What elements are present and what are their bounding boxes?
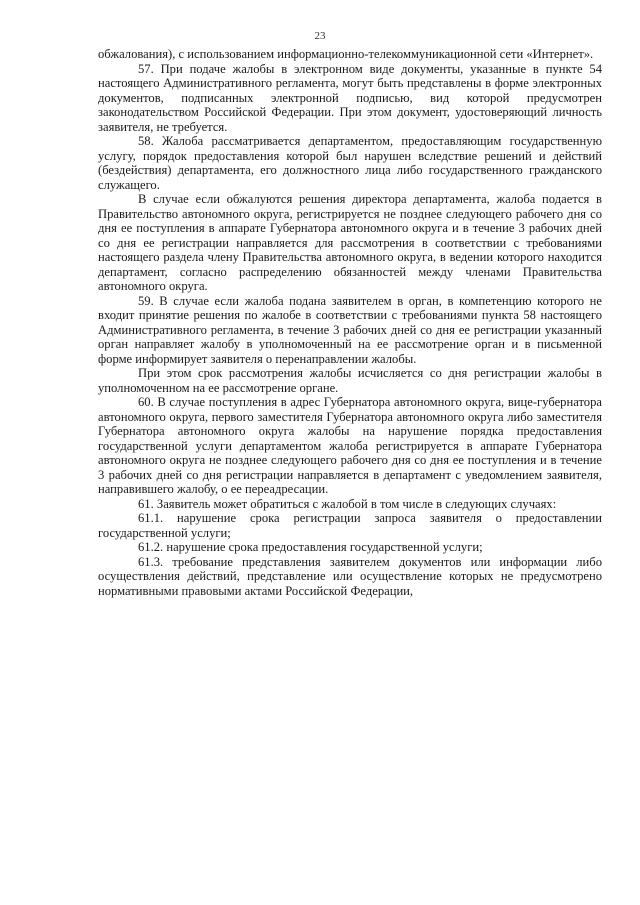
paragraph-59-term: При этом срок рассмотрения жалобы исчисляется со дня регистрации жалобы в уполномоченном на ее рассмотрение органе. bbox=[98, 366, 602, 395]
paragraph-continuation: обжалования), с использованием информационно-телекоммуникационной сети «Интернет». bbox=[98, 47, 594, 61]
page-number: 23 bbox=[314, 30, 326, 42]
paragraph-58: 58. Жалоба рассматривается департаментом, предоставляющим государственную услугу, порядок предоставления которой был нарушен вследствие решений и действий (бездействия) департамента, его должностного лица либо государственного гражданского служащего. bbox=[98, 134, 602, 192]
document-body bbox=[98, 47, 602, 598]
paragraph-59: 59. В случае если жалоба подана заявителем в орган, в компетенцию которого не входит принятие решения по жалобе в соответствии с требованиями пункта 58 настоящего Административного регламента, в течение 3 рабочих дней со дня ее регистрации указанный орган направляет жалобу в уполномоченный на ее рассмотрение орган и в письменной форме информирует заявителя о перенаправлении жалобы. bbox=[98, 293, 602, 366]
paragraph-57: 57. При подаче жалобы в электронном виде документы, указанные в пункте 54 настоящего Административного регламента, могут быть представлены в форме электронных документов, подписанных электронной подписью, вид которой предусмотрен законодательством Российской Федерации. При этом документ, удостоверяющий личность заявителя, не требуется. bbox=[98, 61, 602, 134]
paragraph-61-3: 61.3. требование представления заявителем документов или информации либо осуществления действий, представление или осуществление которых не предусмотрено нормативными правовыми актами Российской Федерации, bbox=[98, 554, 602, 598]
paragraph-61-1: 61.1. нарушение срока регистрации запроса заявителя о предоставлении государственной услуги; bbox=[98, 511, 602, 540]
paragraph-61: 61. Заявитель может обратиться с жалобой в том числе в следующих случаях: bbox=[138, 496, 557, 511]
paragraph-58-director: В случае если обжалуются решения директора департамента, жалоба подается в Правительство автономного округа, регистрируется не позднее следующего рабочего дня со дня ее поступления в аппарате Губернатора автономного округа и в течение 3 рабочих дней со дня ее регистрации направляется для рассмотрения в соответствии с требованиями настоящего раздела члену Правительства автономного округа, в ведении которого находится департамент, согласно распределению обязанностей между членами Правительства автономного округа. bbox=[98, 192, 602, 293]
paragraph-60: 60. В случае поступления в адрес Губернатора автономного округа, вице-губернатора автономного округа, первого заместителя Губернатора автономного округа либо заместителя Губернатора автономного округа жалобы на нарушение порядка предоставления государственной услуги департаментом жалоба регистрируется в аппарате Губернатора автономного округа не позднее следующего рабочего дня со дня ее поступления и в течение 3 рабочих дней со дня регистрации направляется в департамент с уведомлением заявителя, направившего жалобу, о ее переадресации. bbox=[98, 395, 602, 496]
paragraph-61-2: 61.2. нарушение срока предоставления государственной услуги; bbox=[138, 540, 483, 554]
